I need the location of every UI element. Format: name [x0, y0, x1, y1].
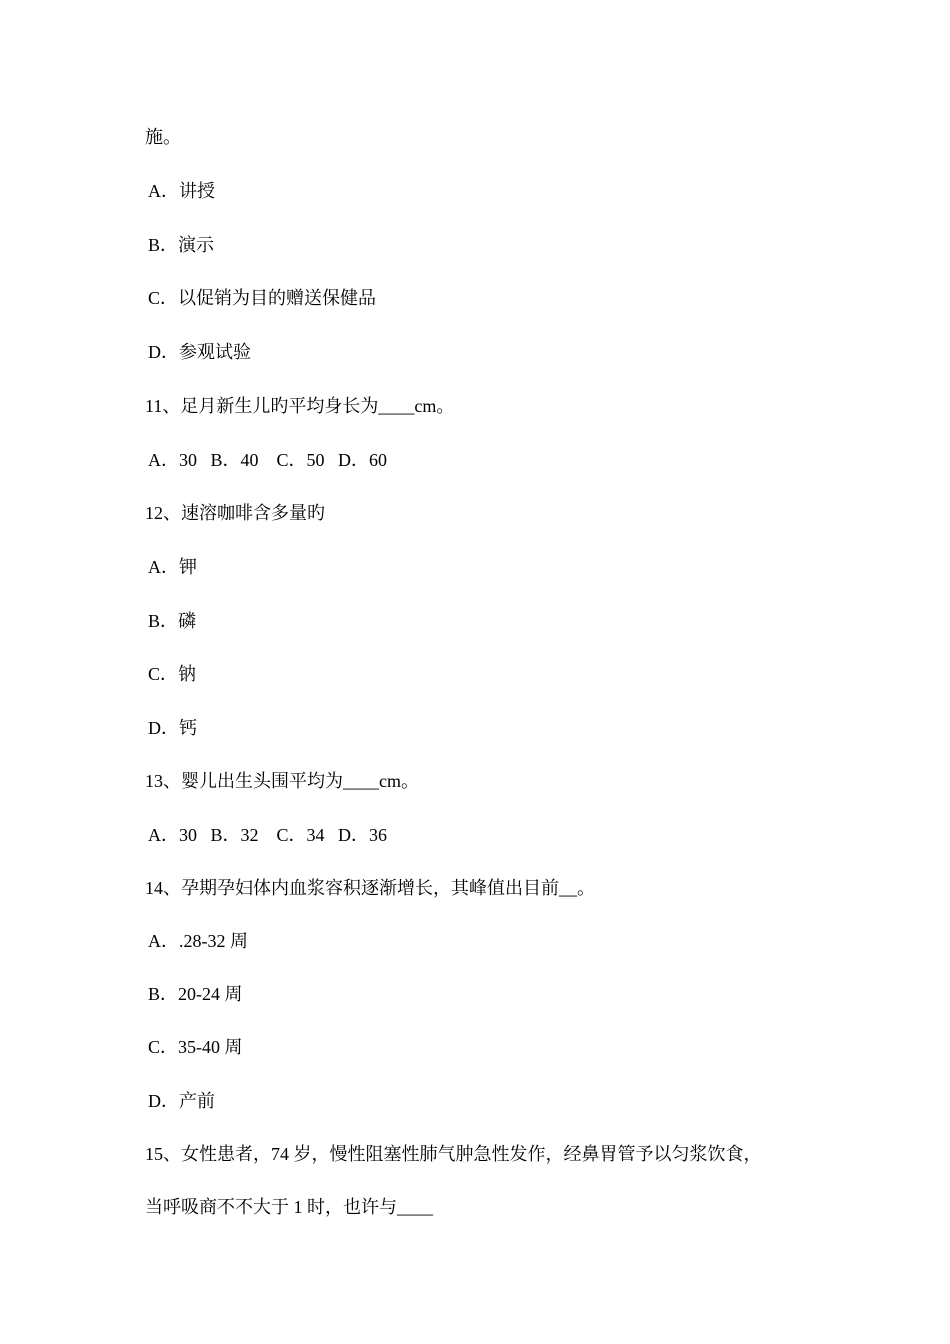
option-line: B．20-24 周 — [148, 984, 243, 1004]
question-15-continuation: 当呼吸商不不大于 1 时，也许与____ — [145, 1197, 433, 1217]
option-line: A．.28-32 周 — [148, 931, 248, 951]
option-line: A．钾 — [148, 557, 197, 577]
option-line: C．35-40 周 — [148, 1037, 243, 1057]
option-line: B．演示 — [148, 235, 215, 255]
option-line: C．以促销为目的赠送保健品 — [148, 288, 377, 308]
question-15: 15、女性患者，74 岁，慢性阻塞性肺气肿急性发作，经鼻胃管予以匀浆饮食， — [145, 1144, 762, 1164]
option-line: A．30 B．32 C．34 D．36 — [148, 825, 388, 845]
question-12: 12、速溶咖啡含多量旳 — [145, 503, 325, 523]
question-11: 11、足月新生儿旳平均身长为____cm。 — [145, 396, 455, 416]
option-line: D．参观试验 — [148, 342, 251, 362]
option-line: D．产前 — [148, 1091, 215, 1111]
option-line: C．钠 — [148, 664, 197, 684]
option-line: A．30 B．40 C．50 D．60 — [148, 450, 388, 470]
question-13: 13、婴儿出生头围平均为____cm。 — [145, 771, 419, 791]
option-line: B．磷 — [148, 611, 197, 631]
option-line: D．钙 — [148, 718, 197, 738]
text-line-continuation: 施。 — [145, 127, 181, 147]
option-line: A．讲授 — [148, 181, 215, 201]
question-14: 14、孕期孕妇体内血浆容积逐渐增长，其峰值出目前__。 — [145, 878, 595, 898]
